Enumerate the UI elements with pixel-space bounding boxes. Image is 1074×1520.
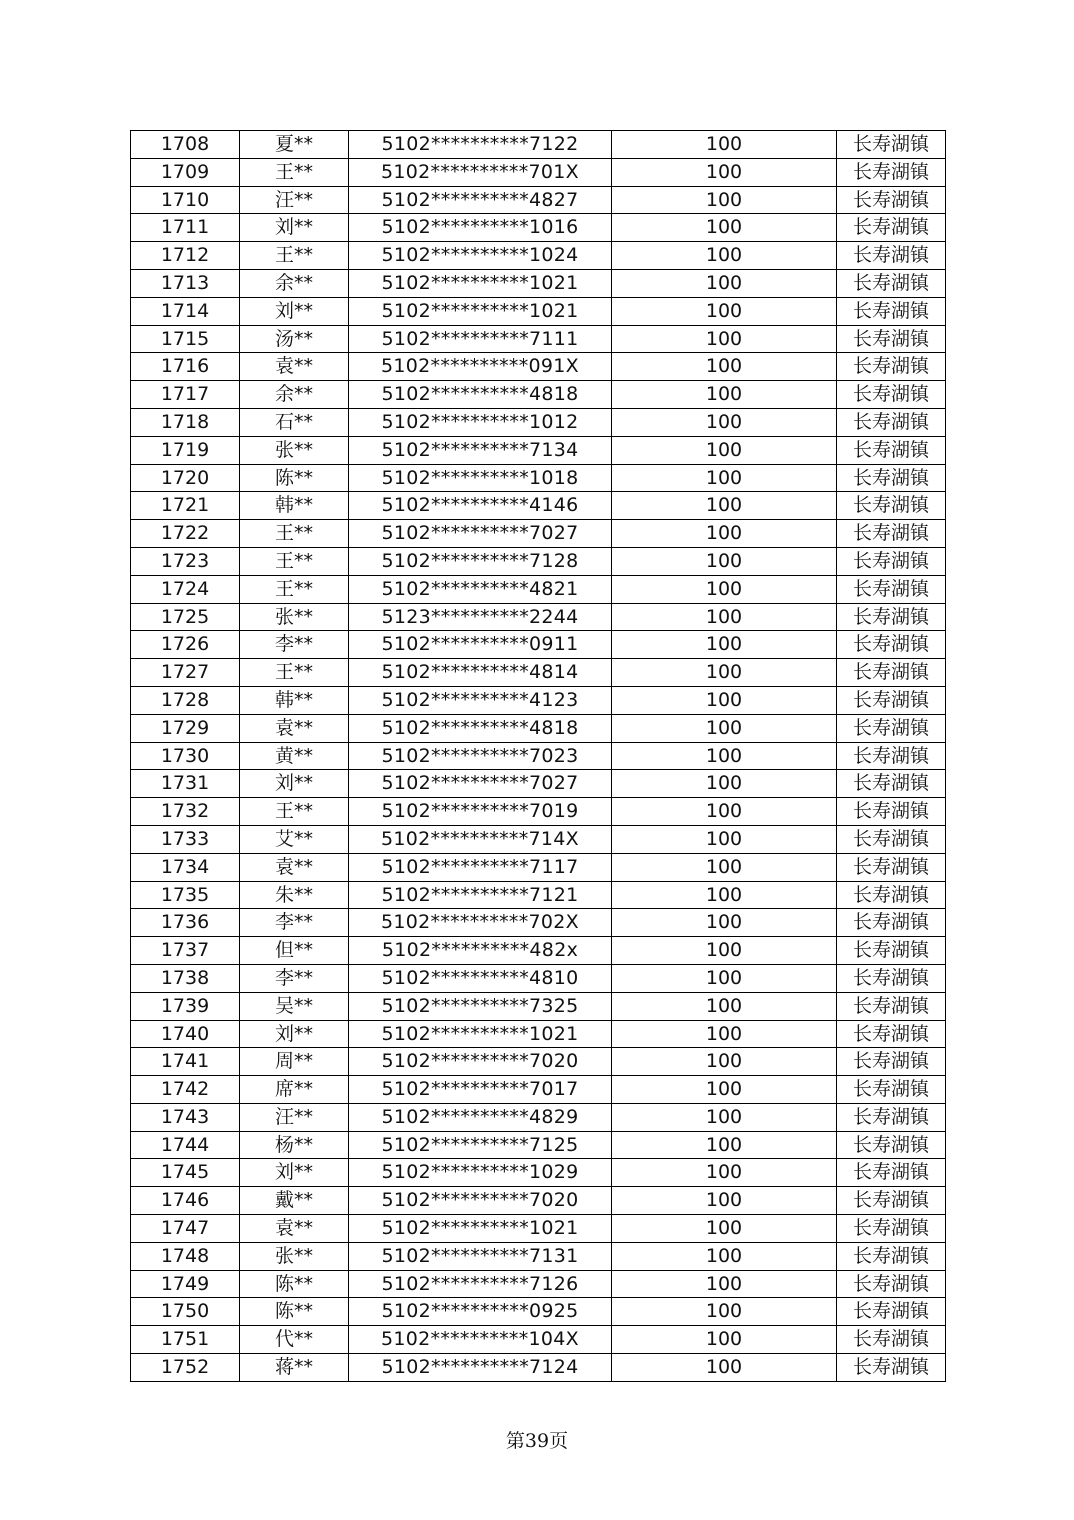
row-name-cell: 汪** <box>240 186 349 214</box>
row-town-cell: 长寿湖镇 <box>837 1159 946 1187</box>
row-town-cell: 长寿湖镇 <box>837 1076 946 1104</box>
table-row <box>131 937 946 965</box>
row-amount-cell: 100 <box>612 742 837 770</box>
row-amount-cell: 100 <box>612 992 837 1020</box>
row-name-cell: 陈** <box>240 1270 349 1298</box>
row-seq-cell: 1713 <box>131 269 240 297</box>
row-name-cell: 韩** <box>240 686 349 714</box>
row-name-cell: 蒋** <box>240 1354 349 1382</box>
table-row <box>131 492 946 520</box>
table-row <box>131 1048 946 1076</box>
row-amount-cell: 100 <box>612 1048 837 1076</box>
row-town-cell: 长寿湖镇 <box>837 492 946 520</box>
row-town-cell: 长寿湖镇 <box>837 1298 946 1326</box>
row-amount-cell: 100 <box>612 825 837 853</box>
table-row <box>131 520 946 548</box>
row-amount-cell: 100 <box>612 269 837 297</box>
row-name-cell: 张** <box>240 603 349 631</box>
row-town-cell: 长寿湖镇 <box>837 297 946 325</box>
row-town-cell: 长寿湖镇 <box>837 464 946 492</box>
table-row <box>131 158 946 186</box>
row-town-cell: 长寿湖镇 <box>837 214 946 242</box>
row-name-cell: 袁** <box>240 1215 349 1243</box>
row-town-cell: 长寿湖镇 <box>837 408 946 436</box>
row-amount-cell: 100 <box>612 714 837 742</box>
row-id-cell: 5102**********4818 <box>349 381 612 409</box>
row-seq-cell: 1721 <box>131 492 240 520</box>
row-town-cell: 长寿湖镇 <box>837 992 946 1020</box>
row-town-cell: 长寿湖镇 <box>837 825 946 853</box>
table-row <box>131 1354 946 1382</box>
row-name-cell: 袁** <box>240 853 349 881</box>
row-seq-cell: 1716 <box>131 353 240 381</box>
row-amount-cell: 100 <box>612 325 837 353</box>
row-seq-cell: 1729 <box>131 714 240 742</box>
row-town-cell: 长寿湖镇 <box>837 381 946 409</box>
row-name-cell: 王** <box>240 547 349 575</box>
table-row <box>131 603 946 631</box>
row-id-cell: 5102**********1021 <box>349 297 612 325</box>
row-seq-cell: 1746 <box>131 1187 240 1215</box>
row-town-cell: 长寿湖镇 <box>837 520 946 548</box>
table-row <box>131 1270 946 1298</box>
row-seq-cell: 1733 <box>131 825 240 853</box>
row-amount-cell: 100 <box>612 686 837 714</box>
row-id-cell: 5102**********7134 <box>349 436 612 464</box>
row-id-cell: 5102**********7325 <box>349 992 612 1020</box>
row-id-cell: 5102**********4810 <box>349 964 612 992</box>
table-row <box>131 269 946 297</box>
table-row <box>131 1242 946 1270</box>
row-seq-cell: 1747 <box>131 1215 240 1243</box>
row-town-cell: 长寿湖镇 <box>837 575 946 603</box>
row-name-cell: 余** <box>240 381 349 409</box>
row-seq-cell: 1736 <box>131 909 240 937</box>
row-amount-cell: 100 <box>612 603 837 631</box>
row-seq-cell: 1730 <box>131 742 240 770</box>
row-seq-cell: 1749 <box>131 1270 240 1298</box>
row-amount-cell: 100 <box>612 853 837 881</box>
table-row <box>131 325 946 353</box>
row-id-cell: 5102**********104X <box>349 1326 612 1354</box>
row-name-cell: 陈** <box>240 464 349 492</box>
table-row <box>131 1159 946 1187</box>
row-town-cell: 长寿湖镇 <box>837 853 946 881</box>
row-town-cell: 长寿湖镇 <box>837 1354 946 1382</box>
table-row <box>131 297 946 325</box>
row-name-cell: 夏** <box>240 131 349 159</box>
row-seq-cell: 1748 <box>131 1242 240 1270</box>
row-name-cell: 李** <box>240 909 349 937</box>
row-id-cell: 5102**********0925 <box>349 1298 612 1326</box>
row-seq-cell: 1727 <box>131 659 240 687</box>
row-seq-cell: 1738 <box>131 964 240 992</box>
table-row <box>131 742 946 770</box>
row-amount-cell: 100 <box>612 547 837 575</box>
row-id-cell: 5102**********4829 <box>349 1103 612 1131</box>
row-amount-cell: 100 <box>612 575 837 603</box>
row-seq-cell: 1745 <box>131 1159 240 1187</box>
row-name-cell: 汪** <box>240 1103 349 1131</box>
row-amount-cell: 100 <box>612 464 837 492</box>
row-id-cell: 5102**********7027 <box>349 770 612 798</box>
row-town-cell: 长寿湖镇 <box>837 325 946 353</box>
row-id-cell: 5102**********7126 <box>349 1270 612 1298</box>
row-name-cell: 刘** <box>240 770 349 798</box>
row-name-cell: 王** <box>240 659 349 687</box>
table-row <box>131 1215 946 1243</box>
row-id-cell: 5102**********701X <box>349 158 612 186</box>
row-amount-cell: 100 <box>612 1298 837 1326</box>
row-town-cell: 长寿湖镇 <box>837 742 946 770</box>
row-seq-cell: 1722 <box>131 520 240 548</box>
row-amount-cell: 100 <box>612 214 837 242</box>
table-row <box>131 631 946 659</box>
row-town-cell: 长寿湖镇 <box>837 547 946 575</box>
row-name-cell: 但** <box>240 937 349 965</box>
row-id-cell: 5102**********482x <box>349 937 612 965</box>
table-row <box>131 909 946 937</box>
row-amount-cell: 100 <box>612 381 837 409</box>
table-row <box>131 547 946 575</box>
row-name-cell: 张** <box>240 436 349 464</box>
row-town-cell: 长寿湖镇 <box>837 714 946 742</box>
row-id-cell: 5102**********0911 <box>349 631 612 659</box>
table-row <box>131 575 946 603</box>
row-seq-cell: 1709 <box>131 158 240 186</box>
table-row <box>131 881 946 909</box>
row-seq-cell: 1717 <box>131 381 240 409</box>
row-name-cell: 刘** <box>240 1159 349 1187</box>
row-id-cell: 5102**********7131 <box>349 1242 612 1270</box>
row-id-cell: 5102**********4818 <box>349 714 612 742</box>
row-id-cell: 5102**********091X <box>349 353 612 381</box>
row-town-cell: 长寿湖镇 <box>837 242 946 270</box>
row-id-cell: 5102**********7019 <box>349 798 612 826</box>
table-row <box>131 186 946 214</box>
row-town-cell: 长寿湖镇 <box>837 686 946 714</box>
row-name-cell: 周** <box>240 1048 349 1076</box>
row-seq-cell: 1712 <box>131 242 240 270</box>
row-amount-cell: 100 <box>612 131 837 159</box>
row-id-cell: 5102**********1021 <box>349 269 612 297</box>
table-row <box>131 686 946 714</box>
row-amount-cell: 100 <box>612 1131 837 1159</box>
row-town-cell: 长寿湖镇 <box>837 1242 946 1270</box>
row-amount-cell: 100 <box>612 408 837 436</box>
row-seq-cell: 1728 <box>131 686 240 714</box>
row-id-cell: 5102**********1021 <box>349 1215 612 1243</box>
row-name-cell: 刘** <box>240 297 349 325</box>
row-seq-cell: 1740 <box>131 1020 240 1048</box>
table-row <box>131 659 946 687</box>
row-seq-cell: 1742 <box>131 1076 240 1104</box>
row-town-cell: 长寿湖镇 <box>837 186 946 214</box>
row-town-cell: 长寿湖镇 <box>837 1103 946 1131</box>
row-id-cell: 5102**********1021 <box>349 1020 612 1048</box>
row-town-cell: 长寿湖镇 <box>837 1215 946 1243</box>
row-amount-cell: 100 <box>612 909 837 937</box>
row-name-cell: 席** <box>240 1076 349 1104</box>
row-id-cell: 5102**********7125 <box>349 1131 612 1159</box>
table-row <box>131 770 946 798</box>
table-row <box>131 242 946 270</box>
row-amount-cell: 100 <box>612 1326 837 1354</box>
page-number: 第39页 <box>505 1430 569 1452</box>
row-seq-cell: 1714 <box>131 297 240 325</box>
table-row <box>131 1298 946 1326</box>
row-amount-cell: 100 <box>612 492 837 520</box>
row-name-cell: 杨** <box>240 1131 349 1159</box>
row-name-cell: 朱** <box>240 881 349 909</box>
row-amount-cell: 100 <box>612 964 837 992</box>
row-seq-cell: 1734 <box>131 853 240 881</box>
table-row <box>131 1076 946 1104</box>
row-amount-cell: 100 <box>612 520 837 548</box>
table-row <box>131 1131 946 1159</box>
row-town-cell: 长寿湖镇 <box>837 964 946 992</box>
row-seq-cell: 1737 <box>131 937 240 965</box>
row-id-cell: 5102**********4827 <box>349 186 612 214</box>
row-id-cell: 5102**********1024 <box>349 242 612 270</box>
row-name-cell: 李** <box>240 964 349 992</box>
table-row <box>131 131 946 159</box>
row-id-cell: 5102**********702X <box>349 909 612 937</box>
row-seq-cell: 1724 <box>131 575 240 603</box>
row-seq-cell: 1732 <box>131 798 240 826</box>
row-town-cell: 长寿湖镇 <box>837 770 946 798</box>
row-amount-cell: 100 <box>612 353 837 381</box>
row-id-cell: 5102**********7122 <box>349 131 612 159</box>
row-name-cell: 艾** <box>240 825 349 853</box>
row-name-cell: 余** <box>240 269 349 297</box>
row-seq-cell: 1718 <box>131 408 240 436</box>
row-amount-cell: 100 <box>612 770 837 798</box>
row-id-cell: 5102**********7027 <box>349 520 612 548</box>
row-amount-cell: 100 <box>612 1270 837 1298</box>
row-name-cell: 王** <box>240 798 349 826</box>
row-amount-cell: 100 <box>612 242 837 270</box>
row-name-cell: 代** <box>240 1326 349 1354</box>
row-amount-cell: 100 <box>612 297 837 325</box>
row-seq-cell: 1725 <box>131 603 240 631</box>
row-id-cell: 5102**********7017 <box>349 1076 612 1104</box>
table-row <box>131 381 946 409</box>
row-name-cell: 戴** <box>240 1187 349 1215</box>
row-id-cell: 5102**********1029 <box>349 1159 612 1187</box>
row-town-cell: 长寿湖镇 <box>837 1270 946 1298</box>
row-name-cell: 黄** <box>240 742 349 770</box>
row-town-cell: 长寿湖镇 <box>837 909 946 937</box>
row-seq-cell: 1744 <box>131 1131 240 1159</box>
row-name-cell: 李** <box>240 631 349 659</box>
row-amount-cell: 100 <box>612 1215 837 1243</box>
row-seq-cell: 1735 <box>131 881 240 909</box>
row-town-cell: 长寿湖镇 <box>837 1131 946 1159</box>
table-row <box>131 714 946 742</box>
row-seq-cell: 1726 <box>131 631 240 659</box>
table-row <box>131 436 946 464</box>
row-seq-cell: 1720 <box>131 464 240 492</box>
row-name-cell: 王** <box>240 242 349 270</box>
row-amount-cell: 100 <box>612 1076 837 1104</box>
row-seq-cell: 1715 <box>131 325 240 353</box>
row-town-cell: 长寿湖镇 <box>837 603 946 631</box>
row-seq-cell: 1711 <box>131 214 240 242</box>
row-id-cell: 5102**********4814 <box>349 659 612 687</box>
row-seq-cell: 1739 <box>131 992 240 1020</box>
row-town-cell: 长寿湖镇 <box>837 937 946 965</box>
row-id-cell: 5102**********7023 <box>349 742 612 770</box>
row-seq-cell: 1751 <box>131 1326 240 1354</box>
row-amount-cell: 100 <box>612 1020 837 1048</box>
table-row <box>131 214 946 242</box>
row-id-cell: 5102**********1012 <box>349 408 612 436</box>
row-name-cell: 汤** <box>240 325 349 353</box>
row-seq-cell: 1731 <box>131 770 240 798</box>
row-town-cell: 长寿湖镇 <box>837 1048 946 1076</box>
row-amount-cell: 100 <box>612 1159 837 1187</box>
row-seq-cell: 1708 <box>131 131 240 159</box>
row-amount-cell: 100 <box>612 1187 837 1215</box>
row-town-cell: 长寿湖镇 <box>837 353 946 381</box>
row-name-cell: 袁** <box>240 714 349 742</box>
row-id-cell: 5102**********714X <box>349 825 612 853</box>
table-row <box>131 1326 946 1354</box>
table-row <box>131 1187 946 1215</box>
row-town-cell: 长寿湖镇 <box>837 1187 946 1215</box>
row-name-cell: 袁** <box>240 353 349 381</box>
row-town-cell: 长寿湖镇 <box>837 881 946 909</box>
row-id-cell: 5102**********7128 <box>349 547 612 575</box>
table-row <box>131 353 946 381</box>
row-town-cell: 长寿湖镇 <box>837 798 946 826</box>
row-amount-cell: 100 <box>612 436 837 464</box>
row-town-cell: 长寿湖镇 <box>837 1020 946 1048</box>
row-amount-cell: 100 <box>612 158 837 186</box>
row-id-cell: 5102**********7111 <box>349 325 612 353</box>
row-seq-cell: 1741 <box>131 1048 240 1076</box>
row-name-cell: 刘** <box>240 214 349 242</box>
table-row <box>131 964 946 992</box>
row-id-cell: 5102**********7117 <box>349 853 612 881</box>
row-seq-cell: 1750 <box>131 1298 240 1326</box>
row-amount-cell: 100 <box>612 1103 837 1131</box>
table-row <box>131 798 946 826</box>
row-id-cell: 5102**********7020 <box>349 1187 612 1215</box>
row-town-cell: 长寿湖镇 <box>837 158 946 186</box>
row-amount-cell: 100 <box>612 798 837 826</box>
row-town-cell: 长寿湖镇 <box>837 1326 946 1354</box>
row-name-cell: 刘** <box>240 1020 349 1048</box>
row-town-cell: 长寿湖镇 <box>837 131 946 159</box>
row-seq-cell: 1723 <box>131 547 240 575</box>
row-amount-cell: 100 <box>612 186 837 214</box>
row-name-cell: 石** <box>240 408 349 436</box>
roster-table-body <box>131 131 946 1382</box>
row-id-cell: 5102**********4146 <box>349 492 612 520</box>
row-id-cell: 5102**********4821 <box>349 575 612 603</box>
row-seq-cell: 1752 <box>131 1354 240 1382</box>
row-seq-cell: 1743 <box>131 1103 240 1131</box>
table-row <box>131 408 946 436</box>
table-row <box>131 1103 946 1131</box>
row-amount-cell: 100 <box>612 631 837 659</box>
row-amount-cell: 100 <box>612 659 837 687</box>
row-name-cell: 韩** <box>240 492 349 520</box>
table-row <box>131 1020 946 1048</box>
row-id-cell: 5102**********7121 <box>349 881 612 909</box>
roster-table <box>130 130 946 1382</box>
row-id-cell: 5102**********7124 <box>349 1354 612 1382</box>
table-row <box>131 992 946 1020</box>
row-amount-cell: 100 <box>612 937 837 965</box>
row-amount-cell: 100 <box>612 881 837 909</box>
row-amount-cell: 100 <box>612 1354 837 1382</box>
row-name-cell: 张** <box>240 1242 349 1270</box>
row-name-cell: 陈** <box>240 1298 349 1326</box>
row-id-cell: 5102**********4123 <box>349 686 612 714</box>
row-town-cell: 长寿湖镇 <box>837 269 946 297</box>
row-name-cell: 吴** <box>240 992 349 1020</box>
row-id-cell: 5123**********2244 <box>349 603 612 631</box>
row-amount-cell: 100 <box>612 1242 837 1270</box>
row-name-cell: 王** <box>240 158 349 186</box>
table-row <box>131 825 946 853</box>
row-id-cell: 5102**********7020 <box>349 1048 612 1076</box>
row-id-cell: 5102**********1016 <box>349 214 612 242</box>
row-name-cell: 王** <box>240 575 349 603</box>
row-seq-cell: 1719 <box>131 436 240 464</box>
row-town-cell: 长寿湖镇 <box>837 659 946 687</box>
row-town-cell: 长寿湖镇 <box>837 436 946 464</box>
row-seq-cell: 1710 <box>131 186 240 214</box>
table-row <box>131 853 946 881</box>
row-name-cell: 王** <box>240 520 349 548</box>
row-town-cell: 长寿湖镇 <box>837 631 946 659</box>
row-id-cell: 5102**********1018 <box>349 464 612 492</box>
table-row <box>131 464 946 492</box>
